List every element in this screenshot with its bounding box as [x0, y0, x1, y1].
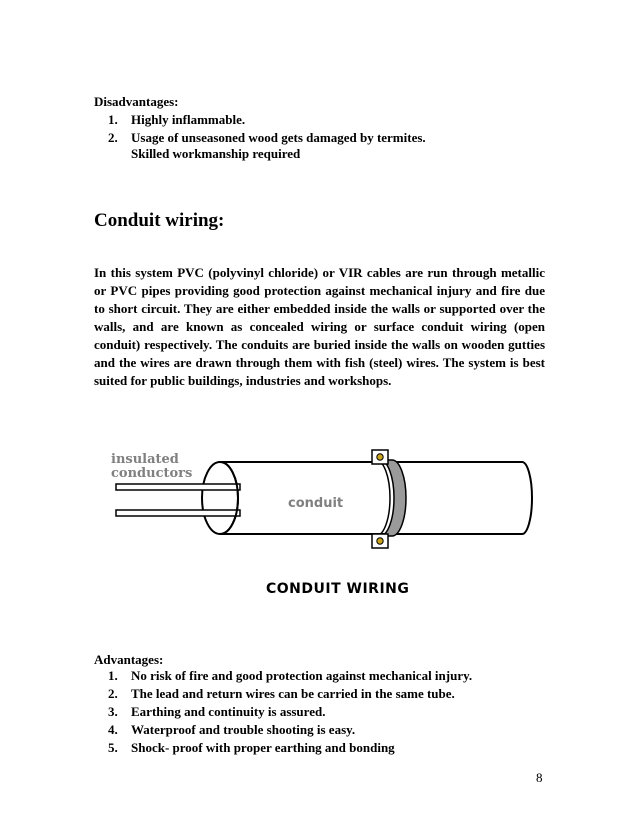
advantages-heading: Advantages: [94, 652, 164, 667]
list-item-text: Waterproof and trouble shooting is easy. [131, 722, 356, 737]
list-item-text: Usage of unseasoned wood gets damaged by termites. [131, 130, 426, 145]
disadvantages-continuation: Skilled workmanship required [131, 146, 301, 161]
conductors-label: conductors [111, 466, 193, 481]
insulated-label: insulated [111, 452, 179, 467]
conduit-pipe [202, 462, 532, 534]
page-number: 8 [536, 770, 543, 785]
list-item-number: 4. [108, 722, 118, 737]
list-item-number: 2. [108, 130, 118, 145]
list-item [94, 721, 472, 739]
section-title: Conduit wiring: [94, 210, 225, 231]
list-item [94, 685, 472, 703]
list-item [94, 111, 426, 129]
advantages-list [94, 667, 472, 757]
figure-caption: CONDUIT WIRING [266, 581, 410, 597]
list-item [94, 129, 426, 147]
list-item-number: 1. [108, 668, 118, 683]
list-item-text: Earthing and continuity is assured. [131, 704, 326, 719]
list-item-text: The lead and return wires can be carried in the same tube. [131, 686, 455, 701]
list-item-number: 5. [108, 740, 118, 755]
conduit-wiring-figure [100, 440, 540, 610]
list-item-number: 1. [108, 112, 118, 127]
disadvantages-list [94, 111, 426, 147]
list-item-number: 3. [108, 704, 118, 719]
list-item [94, 703, 472, 721]
list-item-text: Shock- proof with proper earthing and bonding [131, 740, 395, 755]
list-item-text: No risk of fire and good protection against mechanical injury. [131, 668, 473, 683]
list-item [94, 667, 472, 685]
list-item-number: 2. [108, 686, 118, 701]
list-item [94, 739, 472, 757]
list-item-text: Highly inflammable. [131, 112, 246, 127]
disadvantages-heading: Disadvantages: [94, 94, 179, 109]
conduit-label: conduit [288, 496, 344, 511]
section-paragraph: In this system PVC (polyvinyl chloride) or VIR cables are run through metallic or PVC pipes providing good protection against mechanical injury and fire due to short circuit. They are either embedded inside the walls or supported over the walls, and are known as concealed wiring or surface conduit wiring (open conduit) respectively. The conduits are buried inside the walls on wooden gutties and the wires are drawn through them with fish (steel) wires. The system is best suited for public buildings, industries and workshops. [94, 265, 545, 388]
